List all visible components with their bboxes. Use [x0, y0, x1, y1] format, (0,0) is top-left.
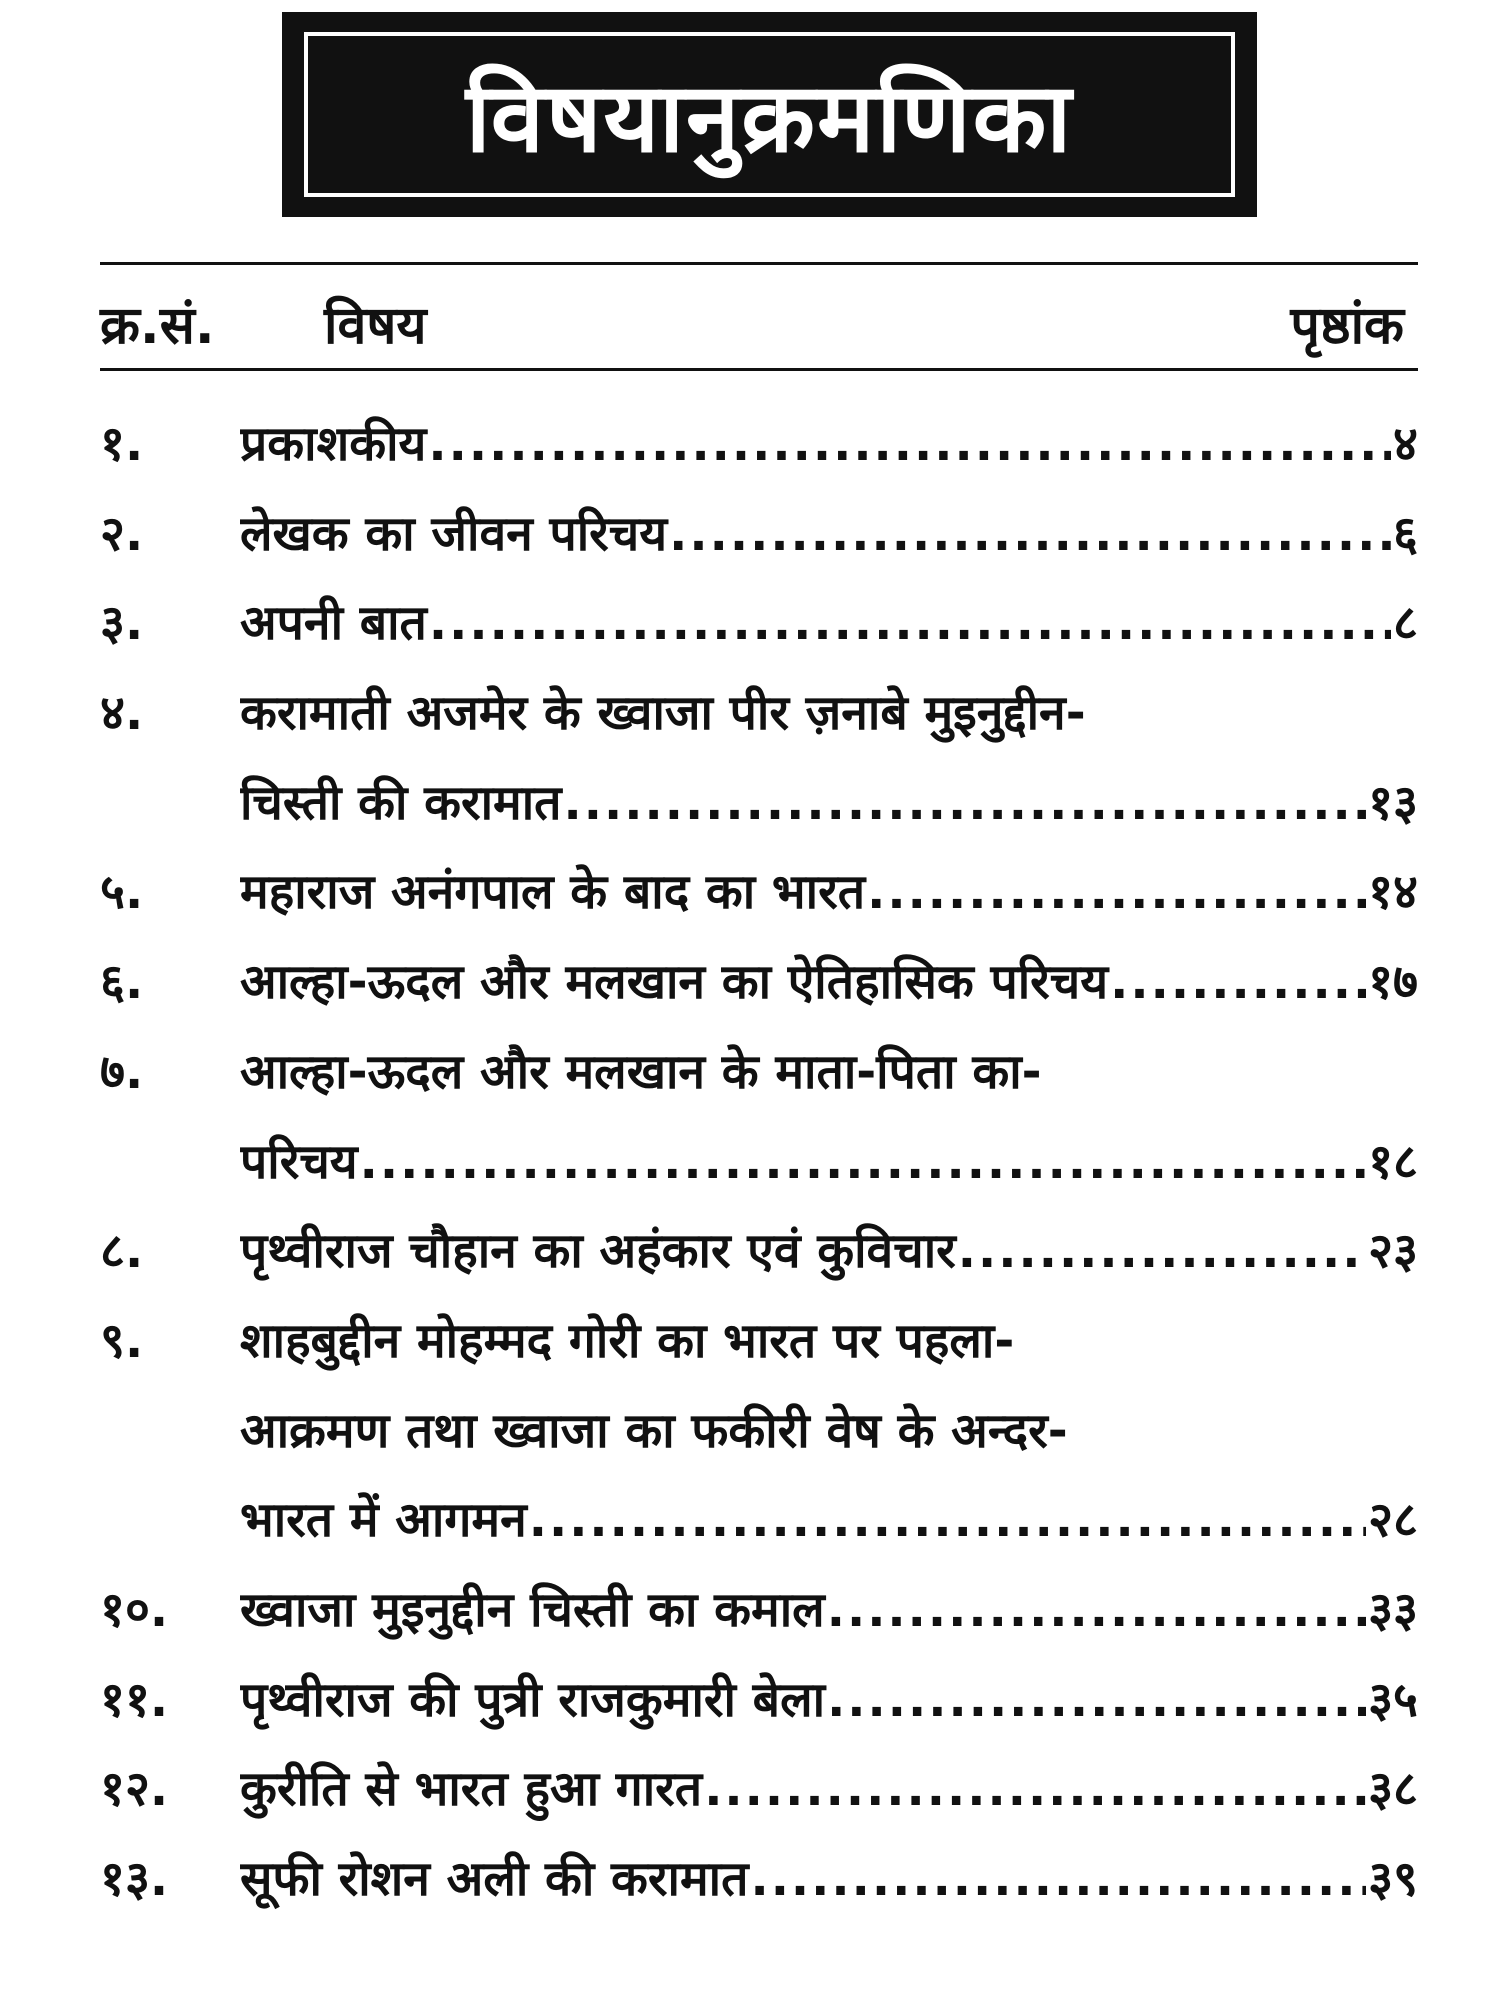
title-box: [282, 12, 1257, 217]
entry-body: [240, 1566, 1418, 1656]
dot-leader: [704, 1745, 1366, 1835]
entry-body: [240, 1656, 1418, 1746]
toc-line: [0, 938, 1500, 1028]
toc-line: [0, 1118, 1500, 1208]
entry-number: ७.: [100, 1043, 144, 1100]
dot-leader: [750, 1835, 1366, 1925]
entry-body: [240, 848, 1418, 938]
entry-body: [240, 1297, 1418, 1387]
entry-number: ९.: [100, 1312, 144, 1369]
header-top-rule: [100, 262, 1418, 265]
table-of-contents: [0, 400, 1500, 1925]
subject-header: विषय: [324, 296, 427, 356]
entry-title: लेखक का जीवन परिचय: [240, 505, 668, 562]
page-title: विषयानुक्रमणिका: [465, 62, 1074, 174]
serial-number-header: क्र.सं.: [100, 296, 215, 356]
entry-page-number: ३८: [1368, 1761, 1418, 1818]
entry-body: [240, 579, 1418, 669]
entry-number: ६.: [100, 954, 144, 1011]
entry-page-number: ३९: [1368, 1851, 1418, 1907]
dot-leader: [827, 1656, 1366, 1746]
column-header-row: [100, 278, 1418, 362]
dot-leader: [827, 1566, 1366, 1656]
entry-title: आक्रमण तथा ख्वाजा का फकीरी वेष के अन्दर-: [240, 1402, 1068, 1459]
entry-body: [240, 1118, 1418, 1208]
toc-line: [0, 579, 1500, 669]
toc-line: [0, 1476, 1500, 1566]
dot-leader: [958, 1207, 1366, 1297]
toc-line: [0, 1835, 1500, 1925]
entry-body: [240, 1028, 1418, 1118]
entry-body: [240, 759, 1418, 849]
entry-title: प्रकाशकीय: [240, 416, 427, 472]
toc-line: [0, 1387, 1500, 1477]
dot-leader: [1110, 938, 1366, 1028]
dot-leader: [669, 490, 1391, 580]
dot-leader: [428, 400, 1391, 490]
entry-body: [240, 400, 1418, 490]
page-number-header: पृष्ठांक: [1290, 296, 1404, 356]
toc-line: [0, 1028, 1500, 1118]
entry-page-number: ३३: [1368, 1581, 1418, 1638]
entry-page-number: १७: [1368, 954, 1418, 1011]
entry-title: भारत में आगमन: [240, 1492, 527, 1549]
entry-number: ३.: [100, 595, 144, 652]
entry-number: १.: [100, 416, 144, 472]
entry-title: अपनी बात: [240, 595, 427, 652]
entry-body: [240, 1207, 1418, 1297]
entry-body: [240, 938, 1418, 1028]
toc-line: [0, 1566, 1500, 1656]
entry-body: [240, 1745, 1418, 1835]
entry-number: ४.: [100, 685, 144, 742]
entry-title: आल्हा-ऊदल और मलखान का ऐतिहासिक परिचय: [240, 954, 1109, 1011]
toc-line: [0, 1207, 1500, 1297]
dot-leader: [867, 848, 1366, 938]
entry-body: [240, 1387, 1418, 1477]
entry-page-number: ६: [1393, 505, 1418, 562]
dot-leader: [564, 759, 1367, 849]
title-frame: [304, 32, 1235, 197]
entry-number: १२.: [100, 1761, 169, 1818]
entry-body: [240, 1476, 1418, 1566]
entry-title: पृथ्वीराज की पुत्री राजकुमारी बेला: [240, 1671, 826, 1728]
entry-page-number: १८: [1368, 1133, 1418, 1190]
toc-line: [0, 1656, 1500, 1746]
entry-title: ख्वाजा मुइनुद्दीन चिस्ती का कमाल: [240, 1581, 825, 1638]
entry-page-number: ३५: [1368, 1671, 1418, 1728]
dot-leader: [360, 1118, 1366, 1208]
entry-page-number: ४: [1393, 416, 1418, 472]
toc-line: [0, 1745, 1500, 1835]
toc-line: [0, 759, 1500, 849]
entry-number: ८.: [100, 1223, 144, 1280]
header-bottom-rule: [100, 368, 1418, 371]
entry-title: परिचय: [240, 1133, 358, 1190]
entry-number: ५.: [100, 864, 144, 921]
entry-title: पृथ्वीराज चौहान का अहंकार एवं कुविचार: [240, 1223, 956, 1280]
entry-page-number: २३: [1368, 1223, 1418, 1280]
entry-title: कुरीति से भारत हुआ गारत: [240, 1761, 703, 1818]
toc-line: [0, 848, 1500, 938]
toc-line: [0, 669, 1500, 759]
toc-line: [0, 490, 1500, 580]
toc-line: [0, 400, 1500, 490]
entry-body: [240, 669, 1418, 759]
dot-leader: [429, 579, 1391, 669]
entry-page-number: २८: [1368, 1492, 1418, 1549]
toc-line: [0, 1297, 1500, 1387]
entry-title: सूफी रोशन अली की करामात: [240, 1851, 749, 1907]
entry-body: [240, 1835, 1418, 1925]
entry-title: महाराज अनंगपाल के बाद का भारत: [240, 864, 866, 921]
entry-page-number: ८: [1393, 595, 1418, 652]
entry-body: [240, 490, 1418, 580]
entry-page-number: १३: [1368, 774, 1418, 831]
entry-title: आल्हा-ऊदल और मलखान के माता-पिता का-: [240, 1043, 1042, 1100]
entry-page-number: १४: [1368, 864, 1418, 921]
dot-leader: [529, 1476, 1366, 1566]
entry-title: शाहबुद्दीन मोहम्मद गोरी का भारत पर पहला-: [240, 1312, 1015, 1369]
entry-title: करामाती अजमेर के ख्वाजा पीर ज़नाबे मुइनुद्दीन-: [240, 685, 1086, 742]
entry-number: १०.: [100, 1581, 169, 1638]
entry-number: २.: [100, 505, 144, 562]
entry-title: चिस्ती की करामात: [240, 774, 562, 831]
entry-number: ११.: [100, 1671, 169, 1728]
entry-number: १३.: [100, 1851, 169, 1907]
